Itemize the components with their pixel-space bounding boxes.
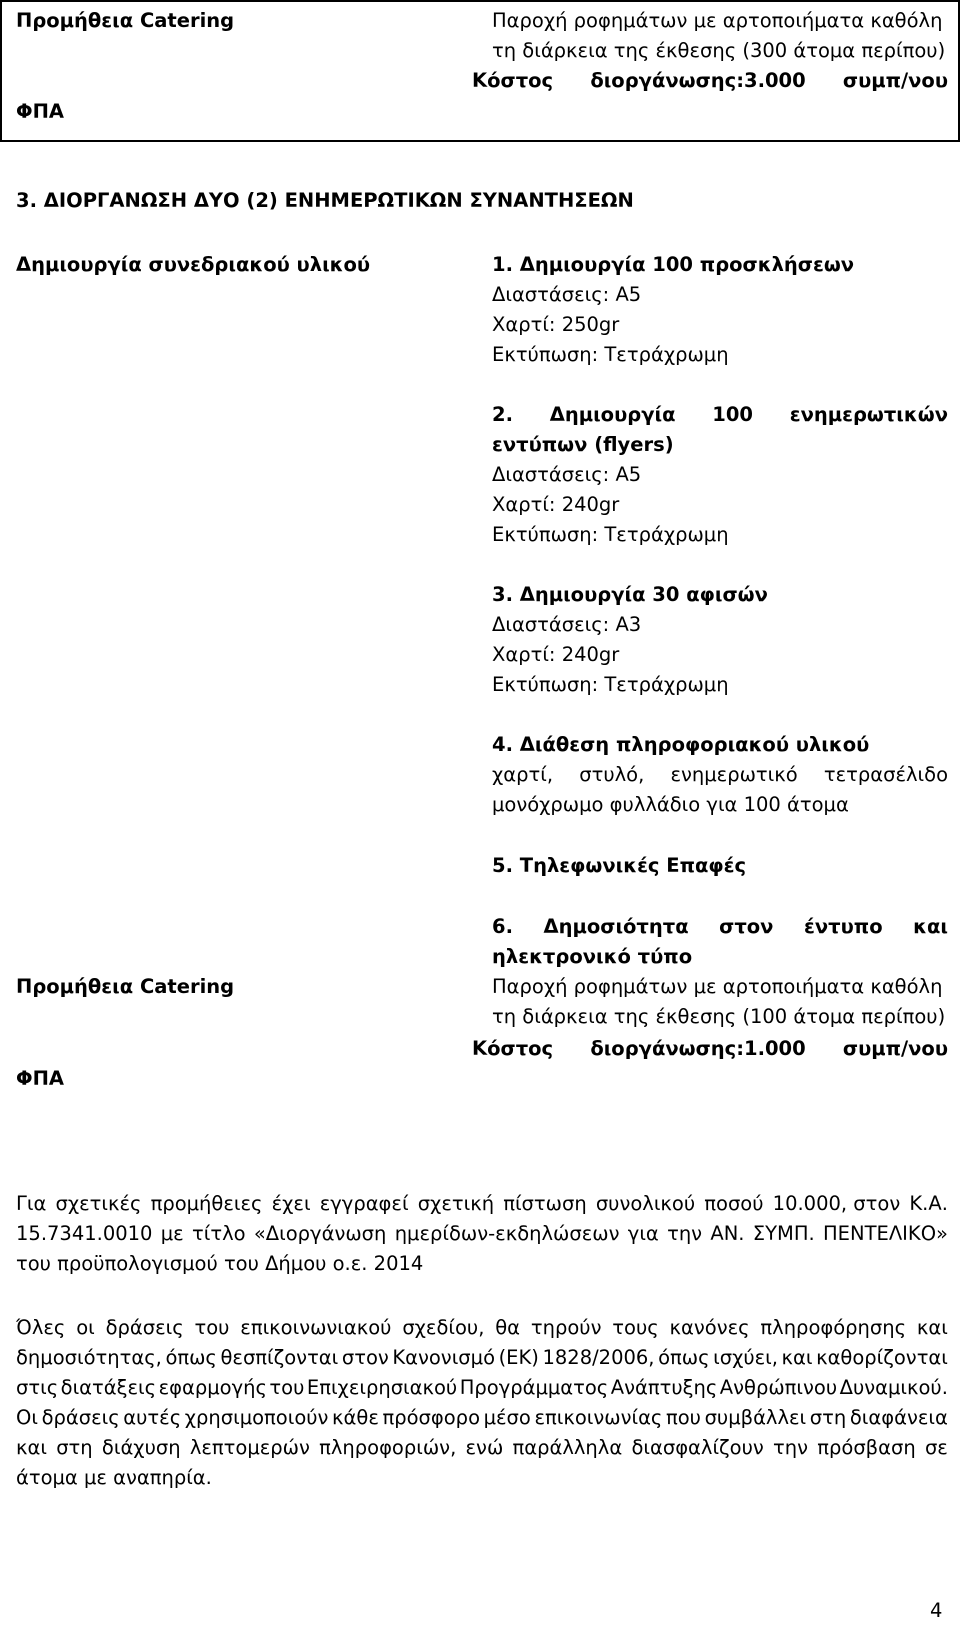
item-5-title: 5. Τηλεφωνικές Επαφές [492,854,747,877]
item-4-line-2: μονόχρωμο φυλλάδιο για 100 άτομα [492,793,849,816]
word: λεπτομερών [189,1436,310,1459]
word: δράσεις [41,1406,120,1429]
bottom-row-desc-1: Παροχή ροφημάτων με αρτοποιήματα καθόλη [492,975,943,998]
word: που [666,1406,701,1429]
cost-unit: συμπ/νου [842,69,948,92]
table-left-border [0,0,2,142]
word: πρόσφορο [382,1406,480,1429]
cost-word: Κόστος [472,1037,554,1060]
item-6-title-line2: ηλεκτρονικό τύπο [492,945,693,968]
word: τετρασέλιδο [823,763,948,786]
top-row-desc-2: τη διάρκεια της έκθεσης (300 άτομα περίπου) [492,39,946,62]
item-1-line: Χαρτί: 250gr [492,313,620,336]
word: θα [495,1316,521,1339]
word: την [667,1222,703,1245]
word: όπως [658,1346,710,1369]
word: Κ.Α. [909,1192,948,1215]
word: προμήθειες [150,1192,263,1215]
word: διάχυση [101,1436,181,1459]
item-1-line: Διαστάσεις: Α5 [492,283,642,306]
section-3-heading: 3. ΔΙΟΡΓΑΝΩΣΗ ΔΥΟ (2) ΕΝΗΜΕΡΩΤΙΚΩΝ ΣΥΝΑΝΤΗΣΕΩΝ [16,189,634,212]
item-4-line-1 [492,760,948,790]
word: τηρούν [530,1316,602,1339]
word: του [194,1316,230,1339]
cost-amount: διοργάνωσης:3.000 [590,69,806,92]
funding-line-1 [16,1189,948,1219]
word: σχετική [417,1192,495,1215]
top-row-label: Προμήθεια Catering [16,9,235,32]
word: στις [16,1376,59,1399]
word: δημοσιότητας, [16,1346,162,1369]
bottom-row-label: Προμήθεια Catering [16,975,235,998]
word: ποσού [704,1192,764,1215]
word: Για [16,1192,47,1215]
item-2-title [492,400,948,430]
word: σε [924,1436,948,1459]
word: στυλό, [579,763,645,786]
word: για [627,1222,659,1245]
bottom-row-cost [472,1034,948,1064]
word: ΣΥΜΠ. [752,1222,815,1245]
item-2-title-line2: εντύπων (flyers) [492,433,674,456]
item-3-line: Διαστάσεις: Α3 [492,613,642,636]
table-bottom-border [0,140,960,142]
word: τίτλο [192,1222,246,1245]
publicity-line [16,1313,948,1343]
word: στη [56,1436,93,1459]
word: αυτές [123,1406,182,1429]
item-3-title: 3. Δημιουργία 30 αφισών [492,583,768,606]
top-row-cost [472,66,948,96]
word: στη [809,1406,847,1429]
word: ημερίδων-εκδηλώσεων [394,1222,620,1245]
word: Κανονισμό [392,1346,495,1369]
word: και [916,1316,948,1339]
top-row-desc-1: Παροχή ροφημάτων με αρτοποιήματα καθόλη [492,9,943,32]
word: πρόσβαση [817,1436,916,1459]
word: κανόνες [669,1316,750,1339]
word: ενώ [465,1436,504,1459]
title-word: και [913,915,948,938]
title-word: 6. [492,915,513,938]
word: επικοινωνιακού [240,1316,392,1339]
title-word: έντυπο [804,915,883,938]
publicity-last-line: άτομα με αναπηρία. [16,1466,212,1489]
word: ισχύει, [713,1346,778,1369]
word: ΠΕΝΤΕΛΙΚΟ» [823,1222,948,1245]
title-word: Δημιουργία [549,403,676,426]
material-label: Δημιουργία συνεδριακού υλικού [16,253,371,276]
word: και [16,1436,47,1459]
word: παράλληλα [512,1436,623,1459]
bottom-row-desc-2: τη διάρκεια της έκθεσης (100 άτομα περίπου) [492,1005,946,1028]
item-1-line: Εκτύπωση: Τετράχρωμη [492,343,729,366]
table-top-border [0,0,960,2]
word: τους [612,1316,659,1339]
word: στον [341,1346,389,1369]
word: και [781,1346,813,1369]
word: ΑΝ. [710,1222,745,1245]
word: Ανάπτυξης [610,1376,718,1399]
word: σχεδίου, [402,1316,485,1339]
word: μέσο [483,1406,531,1429]
word: Οι [16,1406,38,1429]
item-2-line: Εκτύπωση: Τετράχρωμη [492,523,729,546]
word: (ΕΚ) [498,1346,539,1369]
cost-word: Κόστος [472,69,554,92]
word: θεσπίζονται [220,1346,339,1369]
item-2-line: Διαστάσεις: Α5 [492,463,642,486]
word: «Διοργάνωση [253,1222,387,1245]
funding-line-2 [16,1219,948,1249]
word: 15.7341.0010 [16,1222,153,1245]
word: του [269,1376,305,1399]
item-6-title [492,912,948,942]
word: ενημερωτικό [670,763,798,786]
publicity-line [16,1373,948,1403]
item-1-title: 1. Δημιουργία 100 προσκλήσεων [492,253,855,276]
word: Επιχειρησιακού [306,1376,458,1399]
word: κάθε [332,1406,379,1429]
word: πίστωση [503,1192,587,1215]
word: όπως [165,1346,217,1369]
word: εγγραφεί [319,1192,409,1215]
word: με [160,1222,184,1245]
publicity-line [16,1433,948,1463]
word: έχει [271,1192,311,1215]
publicity-line [16,1343,948,1373]
word: την [773,1436,809,1459]
word: σχετικές [55,1192,142,1215]
word: Ανθρώπινου [719,1376,838,1399]
word: καθορίζονται [816,1346,948,1369]
title-word: 2. [492,403,513,426]
funding-line-3: του προϋπολογισμού του Δήμου ο.ε. 2014 [16,1252,424,1275]
word: δράσεις [105,1316,184,1339]
amount-euro: 10.000, στον [772,1192,901,1215]
word: πληροφοριών, [319,1436,457,1459]
word: πληροφόρησης [760,1316,907,1339]
title-word: στον [719,915,774,938]
word: οι [76,1316,95,1339]
word: χαρτί, [492,763,554,786]
word: Προγράμματος [459,1376,609,1399]
title-word: Δημοσιότητα [543,915,689,938]
top-row-fpa: ΦΠΑ [16,100,64,123]
word: εφαρμογής [158,1376,267,1399]
cost-amount: διοργάνωσης:1.000 [590,1037,806,1060]
item-2-line: Χαρτί: 240gr [492,493,620,516]
word: Δυναμικού. [839,1376,948,1399]
word: Όλες [16,1316,66,1339]
bottom-row-fpa: ΦΠΑ [16,1067,64,1090]
item-3-line: Χαρτί: 240gr [492,643,620,666]
page-number: 4 [930,1599,943,1622]
cost-unit: συμπ/νου [842,1037,948,1060]
item-3-line: Εκτύπωση: Τετράχρωμη [492,673,729,696]
title-word: 100 [712,403,753,426]
word: συμβάλλει [704,1406,807,1429]
word: διασφαλίζουν [631,1436,764,1459]
title-word: ενημερωτικών [789,403,948,426]
word: διαφάνεια [849,1406,948,1429]
word: διατάξεις [60,1376,157,1399]
word: χρησιμοποιούν [184,1406,329,1429]
word: συνολικού [595,1192,696,1215]
word: επικοινωνίας [534,1406,663,1429]
word: 1828/2006, [542,1346,655,1369]
item-4-title: 4. Διάθεση πληροφοριακού υλικού [492,733,870,756]
publicity-line [16,1403,948,1433]
